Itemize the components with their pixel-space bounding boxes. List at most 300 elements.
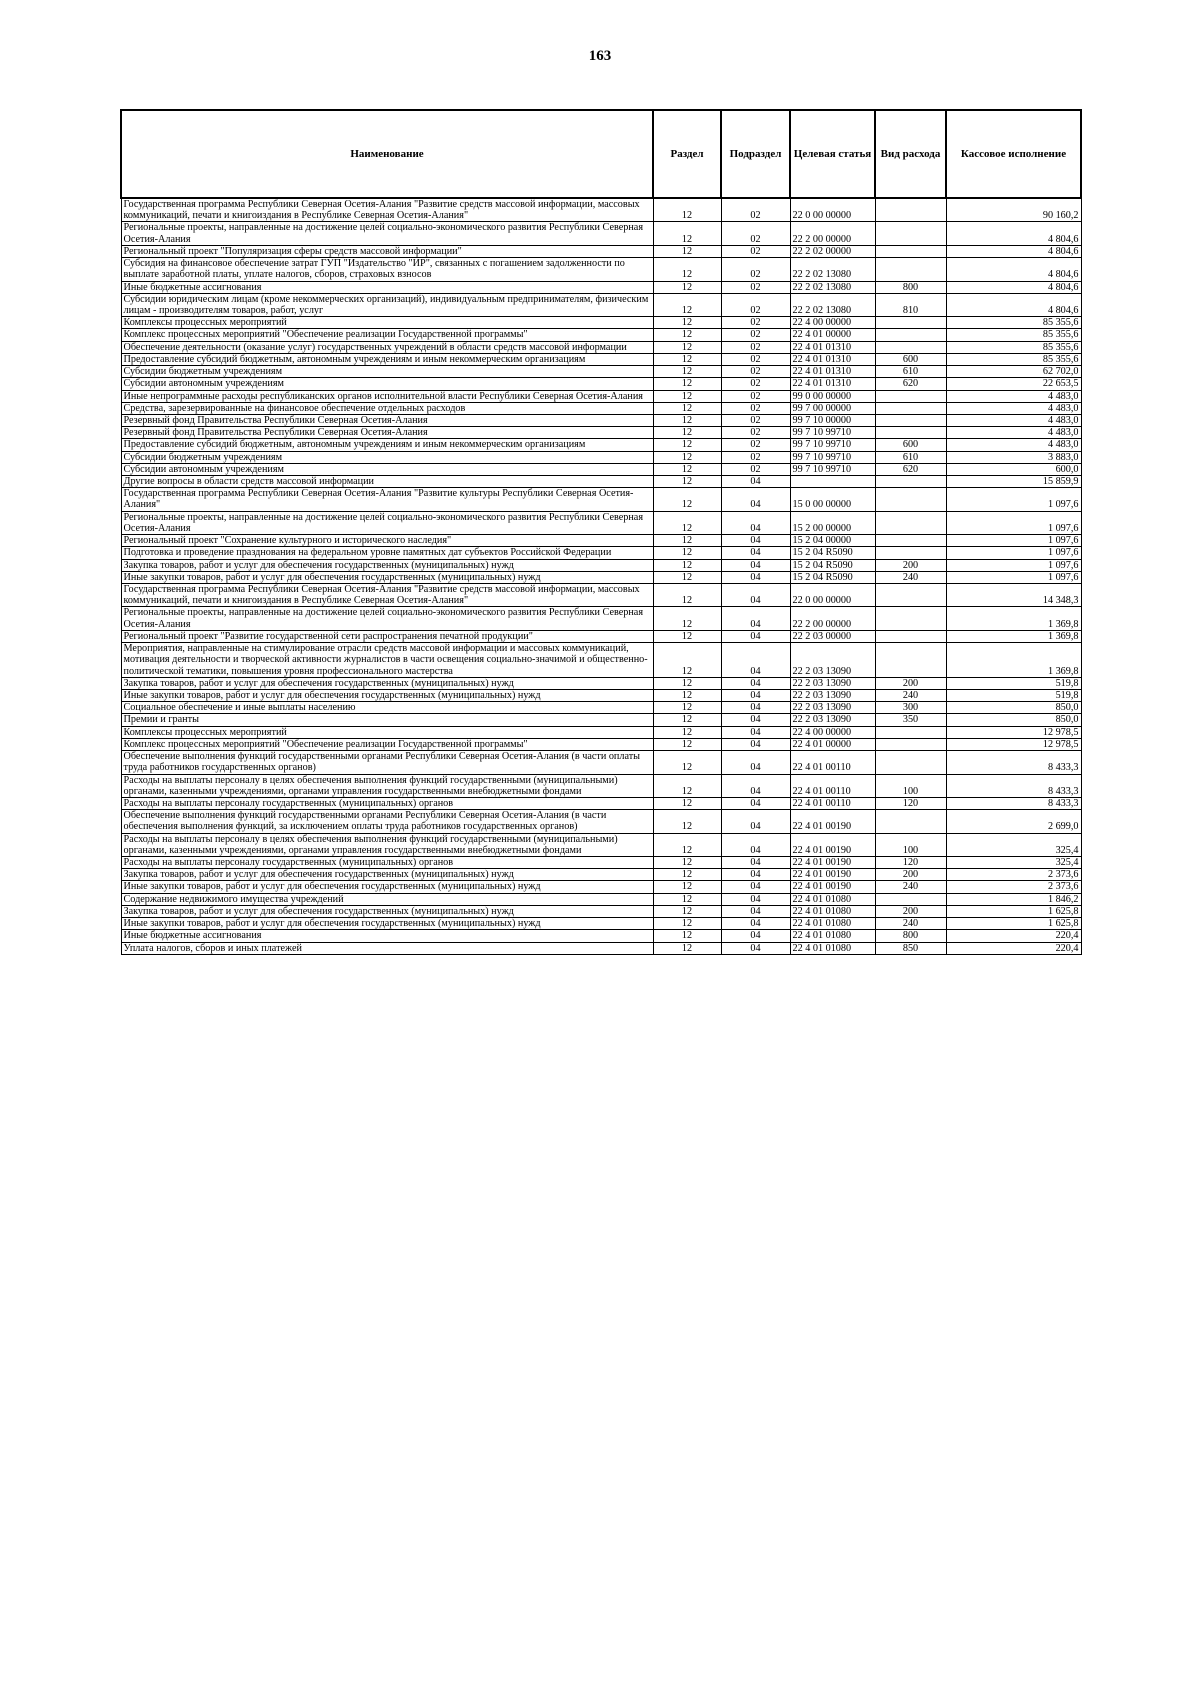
row-podrazdel: 04 xyxy=(721,488,790,511)
row-podrazdel: 04 xyxy=(721,893,790,905)
row-podrazdel: 04 xyxy=(721,584,790,607)
row-celevaya: 22 4 01 01080 xyxy=(790,918,875,930)
row-amount: 850,0 xyxy=(946,714,1081,726)
row-razdel: 12 xyxy=(653,378,721,390)
row-amount: 85 355,6 xyxy=(946,341,1081,353)
row-razdel: 12 xyxy=(653,738,721,750)
table-row xyxy=(121,535,1081,547)
row-podrazdel: 04 xyxy=(721,677,790,689)
row-celevaya: 22 4 01 00190 xyxy=(790,810,875,833)
table-row xyxy=(121,677,1081,689)
row-vid: 600 xyxy=(875,353,946,365)
row-vid xyxy=(875,390,946,402)
row-podrazdel: 04 xyxy=(721,930,790,942)
row-razdel: 12 xyxy=(653,414,721,426)
table-row xyxy=(121,774,1081,797)
row-name: Комплексы процессных мероприятий xyxy=(121,317,653,329)
row-podrazdel: 02 xyxy=(721,451,790,463)
row-celevaya: 22 2 02 13080 xyxy=(790,293,875,316)
row-podrazdel: 02 xyxy=(721,366,790,378)
header-kassovoe: Кассовое исполнение xyxy=(946,110,1081,198)
row-podrazdel: 02 xyxy=(721,258,790,281)
row-celevaya: 15 2 04 R5090 xyxy=(790,571,875,583)
row-name: Государственная программа Республики Северная Осетия-Алания "Развитие культуры Республики Северная Осетия-Алания" xyxy=(121,488,653,511)
row-amount: 220,4 xyxy=(946,930,1081,942)
row-amount: 15 859,9 xyxy=(946,476,1081,488)
table-row xyxy=(121,918,1081,930)
row-razdel: 12 xyxy=(653,222,721,245)
row-amount: 4 804,6 xyxy=(946,258,1081,281)
row-razdel: 12 xyxy=(653,630,721,642)
row-razdel: 12 xyxy=(653,905,721,917)
row-name: Субсидии автономным учреждениям xyxy=(121,463,653,475)
table-row xyxy=(121,402,1081,414)
row-podrazdel: 02 xyxy=(721,353,790,365)
row-vid xyxy=(875,535,946,547)
header-name: Наименование xyxy=(121,110,653,198)
row-vid xyxy=(875,476,946,488)
row-name: Иные закупки товаров, работ и услуг для обеспечения государственных (муниципальных) нужд xyxy=(121,689,653,701)
row-celevaya: 22 4 01 01080 xyxy=(790,930,875,942)
row-razdel: 12 xyxy=(653,198,721,222)
row-vid xyxy=(875,584,946,607)
row-celevaya: 22 2 03 13090 xyxy=(790,689,875,701)
table-row xyxy=(121,329,1081,341)
row-name: Расходы на выплаты персоналу государственных (муниципальных) органов xyxy=(121,797,653,809)
row-celevaya: 22 2 03 13090 xyxy=(790,702,875,714)
row-razdel: 12 xyxy=(653,427,721,439)
row-amount: 4 483,0 xyxy=(946,427,1081,439)
row-amount: 4 483,0 xyxy=(946,402,1081,414)
row-podrazdel: 04 xyxy=(721,905,790,917)
table-row xyxy=(121,930,1081,942)
row-vid: 200 xyxy=(875,559,946,571)
row-vid: 350 xyxy=(875,714,946,726)
row-name: Региональный проект "Развитие государственной сети распространения печатной продукции" xyxy=(121,630,653,642)
row-name: Мероприятия, направленные на стимулирование отрасли средств массовой информации и массовых коммуникаций, мотивация деятельности и творческой активности журналистов в части освещения социально-значимой и общественно-политической тематики, повышения уровня профессионального мастерства xyxy=(121,643,653,678)
row-razdel: 12 xyxy=(653,869,721,881)
row-razdel: 12 xyxy=(653,833,721,856)
row-celevaya: 99 7 10 99710 xyxy=(790,439,875,451)
row-vid: 610 xyxy=(875,366,946,378)
row-vid: 240 xyxy=(875,881,946,893)
row-podrazdel: 04 xyxy=(721,738,790,750)
row-vid: 200 xyxy=(875,677,946,689)
row-podrazdel: 02 xyxy=(721,427,790,439)
row-celevaya: 22 2 03 13090 xyxy=(790,677,875,689)
row-podrazdel: 04 xyxy=(721,881,790,893)
row-podrazdel: 02 xyxy=(721,293,790,316)
row-name: Субсидии юридическим лицам (кроме некоммерческих организаций), индивидуальным предпринимателям, физическим лицам - производителям товаров, работ, услуг xyxy=(121,293,653,316)
row-amount: 22 653,5 xyxy=(946,378,1081,390)
table-row xyxy=(121,198,1081,222)
row-amount: 2 699,0 xyxy=(946,810,1081,833)
row-razdel: 12 xyxy=(653,607,721,630)
row-razdel: 12 xyxy=(653,942,721,954)
row-celevaya: 22 4 01 00190 xyxy=(790,881,875,893)
row-podrazdel: 04 xyxy=(721,726,790,738)
table-row xyxy=(121,281,1081,293)
table-row xyxy=(121,726,1081,738)
row-vid: 200 xyxy=(875,905,946,917)
table-row xyxy=(121,511,1081,534)
row-vid: 800 xyxy=(875,281,946,293)
row-amount: 4 483,0 xyxy=(946,414,1081,426)
table-row xyxy=(121,451,1081,463)
row-vid: 850 xyxy=(875,942,946,954)
table-row xyxy=(121,414,1081,426)
row-name: Резервный фонд Правительства Республики Северная Осетия-Алания xyxy=(121,427,653,439)
row-name: Региональный проект "Популяризация сферы средств массовой информации" xyxy=(121,245,653,257)
row-podrazdel: 02 xyxy=(721,245,790,257)
row-podrazdel: 04 xyxy=(721,559,790,571)
row-razdel: 12 xyxy=(653,245,721,257)
page-number: 163 xyxy=(588,48,612,64)
row-celevaya: 22 2 02 13080 xyxy=(790,258,875,281)
row-podrazdel: 04 xyxy=(721,857,790,869)
row-celevaya: 15 2 04 00000 xyxy=(790,535,875,547)
row-name: Расходы на выплаты персоналу в целях обеспечения выполнения функций государственными (муниципальными) органами, казенными учреждениями, органами управления государственными внебюджетными фондами xyxy=(121,833,653,856)
table-row xyxy=(121,857,1081,869)
row-podrazdel: 04 xyxy=(721,571,790,583)
row-celevaya: 22 2 02 00000 xyxy=(790,245,875,257)
row-celevaya: 22 4 01 00190 xyxy=(790,869,875,881)
row-amount: 2 373,6 xyxy=(946,881,1081,893)
row-celevaya: 22 4 01 00000 xyxy=(790,738,875,750)
row-podrazdel: 04 xyxy=(721,918,790,930)
table-row xyxy=(121,293,1081,316)
table-row xyxy=(121,378,1081,390)
row-celevaya: 22 4 01 01310 xyxy=(790,366,875,378)
row-amount: 85 355,6 xyxy=(946,317,1081,329)
row-name: Субсидии бюджетным учреждениям xyxy=(121,366,653,378)
row-razdel: 12 xyxy=(653,677,721,689)
row-podrazdel: 02 xyxy=(721,390,790,402)
row-vid xyxy=(875,607,946,630)
row-razdel: 12 xyxy=(653,881,721,893)
row-razdel: 12 xyxy=(653,584,721,607)
row-amount: 4 483,0 xyxy=(946,390,1081,402)
row-celevaya: 22 4 01 01080 xyxy=(790,905,875,917)
row-celevaya: 22 2 00 00000 xyxy=(790,222,875,245)
row-name: Предоставление субсидий бюджетным, автономным учреждениям и иным некоммерческим организациям xyxy=(121,353,653,365)
row-celevaya: 22 2 03 13090 xyxy=(790,643,875,678)
row-celevaya: 99 7 10 99710 xyxy=(790,463,875,475)
row-vid xyxy=(875,341,946,353)
row-name: Обеспечение выполнения функций государственными органами Республики Северная Осетия-Алания (в части обеспечения выполнения функций, за исключением оплаты труда работников государственных органов) xyxy=(121,810,653,833)
row-razdel: 12 xyxy=(653,559,721,571)
row-vid: 240 xyxy=(875,918,946,930)
row-name: Закупка товаров, работ и услуг для обеспечения государственных (муниципальных) нужд xyxy=(121,677,653,689)
row-amount: 8 433,3 xyxy=(946,774,1081,797)
row-podrazdel: 04 xyxy=(721,942,790,954)
row-razdel: 12 xyxy=(653,329,721,341)
row-podrazdel: 04 xyxy=(721,511,790,534)
row-name: Государственная программа Республики Северная Осетия-Алания "Развитие средств массовой информации, массовых коммуникаций, печати и книгоиздания в Республике Северная Осетия-Алания" xyxy=(121,198,653,222)
row-amount: 1 097,6 xyxy=(946,559,1081,571)
row-name: Государственная программа Республики Северная Осетия-Алания "Развитие средств массовой информации, массовых коммуникаций, печати и книгоиздания в Республике Северная Осетия-Алания" xyxy=(121,584,653,607)
row-razdel: 12 xyxy=(653,402,721,414)
row-amount: 1 097,6 xyxy=(946,511,1081,534)
table-row xyxy=(121,390,1081,402)
row-amount: 62 702,0 xyxy=(946,366,1081,378)
table-row xyxy=(121,476,1081,488)
table-row xyxy=(121,643,1081,678)
row-amount: 4 483,0 xyxy=(946,439,1081,451)
row-name: Иные бюджетные ассигнования xyxy=(121,930,653,942)
row-podrazdel: 04 xyxy=(721,714,790,726)
row-amount: 14 348,3 xyxy=(946,584,1081,607)
row-celevaya: 22 4 01 00110 xyxy=(790,774,875,797)
row-celevaya: 99 7 10 00000 xyxy=(790,414,875,426)
row-name: Иные непрограммные расходы республиканских органов исполнительной власти Республики Северная Осетия-Алания xyxy=(121,390,653,402)
table-row xyxy=(121,439,1081,451)
row-celevaya: 22 0 00 00000 xyxy=(790,584,875,607)
row-name: Расходы на выплаты персоналу в целях обеспечения выполнения функций государственными (муниципальными) органами, казенными учреждениями, органами управления государственными внебюджетными фондами xyxy=(121,774,653,797)
table-row xyxy=(121,427,1081,439)
row-podrazdel: 04 xyxy=(721,476,790,488)
row-podrazdel: 04 xyxy=(721,797,790,809)
row-celevaya: 22 2 03 13090 xyxy=(790,714,875,726)
row-vid xyxy=(875,511,946,534)
row-amount: 2 373,6 xyxy=(946,869,1081,881)
row-razdel: 12 xyxy=(653,258,721,281)
table-row xyxy=(121,463,1081,475)
row-vid: 240 xyxy=(875,689,946,701)
row-name: Субсидии бюджетным учреждениям xyxy=(121,451,653,463)
table-row xyxy=(121,317,1081,329)
row-vid xyxy=(875,547,946,559)
row-razdel: 12 xyxy=(653,930,721,942)
row-amount: 12 978,5 xyxy=(946,738,1081,750)
row-razdel: 12 xyxy=(653,317,721,329)
row-celevaya xyxy=(790,476,875,488)
row-celevaya: 22 4 01 00110 xyxy=(790,751,875,774)
row-name: Субсидии автономным учреждениям xyxy=(121,378,653,390)
row-vid: 610 xyxy=(875,451,946,463)
row-podrazdel: 04 xyxy=(721,810,790,833)
row-amount: 1 097,6 xyxy=(946,571,1081,583)
row-celevaya: 22 4 01 01080 xyxy=(790,893,875,905)
row-razdel: 12 xyxy=(653,810,721,833)
row-vid xyxy=(875,402,946,414)
row-amount: 4 804,6 xyxy=(946,281,1081,293)
row-vid xyxy=(875,643,946,678)
row-vid: 800 xyxy=(875,930,946,942)
row-podrazdel: 04 xyxy=(721,607,790,630)
row-name: Уплата налогов, сборов и иных платежей xyxy=(121,942,653,954)
row-celevaya: 22 4 01 00000 xyxy=(790,329,875,341)
row-celevaya: 22 0 00 00000 xyxy=(790,198,875,222)
table-row xyxy=(121,571,1081,583)
row-amount: 1 625,8 xyxy=(946,905,1081,917)
row-podrazdel: 04 xyxy=(721,643,790,678)
table-row xyxy=(121,714,1081,726)
table-row xyxy=(121,689,1081,701)
row-name: Региональные проекты, направленные на достижение целей социально-экономического развития Республики Северная Осетия-Алания xyxy=(121,607,653,630)
row-amount: 4 804,6 xyxy=(946,245,1081,257)
row-amount: 1 097,6 xyxy=(946,488,1081,511)
table-row xyxy=(121,942,1081,954)
row-vid: 300 xyxy=(875,702,946,714)
table-row xyxy=(121,738,1081,750)
row-name: Иные бюджетные ассигнования xyxy=(121,281,653,293)
row-name: Содержание недвижимого имущества учреждений xyxy=(121,893,653,905)
table-row xyxy=(121,869,1081,881)
row-celevaya: 22 2 02 13080 xyxy=(790,281,875,293)
table-row xyxy=(121,702,1081,714)
row-podrazdel: 04 xyxy=(721,547,790,559)
row-amount: 325,4 xyxy=(946,857,1081,869)
row-amount: 1 625,8 xyxy=(946,918,1081,930)
row-razdel: 12 xyxy=(653,366,721,378)
row-vid: 100 xyxy=(875,774,946,797)
row-podrazdel: 02 xyxy=(721,329,790,341)
row-razdel: 12 xyxy=(653,535,721,547)
row-name: Резервный фонд Правительства Республики Северная Осетия-Алания xyxy=(121,414,653,426)
table-row xyxy=(121,797,1081,809)
row-vid: 120 xyxy=(875,857,946,869)
row-razdel: 12 xyxy=(653,353,721,365)
row-vid xyxy=(875,245,946,257)
row-razdel: 12 xyxy=(653,751,721,774)
row-celevaya: 15 2 04 R5090 xyxy=(790,559,875,571)
row-podrazdel: 04 xyxy=(721,702,790,714)
row-razdel: 12 xyxy=(653,547,721,559)
row-razdel: 12 xyxy=(653,689,721,701)
row-vid: 120 xyxy=(875,797,946,809)
row-celevaya: 99 7 10 99710 xyxy=(790,451,875,463)
row-podrazdel: 02 xyxy=(721,281,790,293)
row-vid xyxy=(875,738,946,750)
row-razdel: 12 xyxy=(653,918,721,930)
row-celevaya: 22 4 01 01310 xyxy=(790,353,875,365)
row-razdel: 12 xyxy=(653,571,721,583)
row-podrazdel: 02 xyxy=(721,378,790,390)
header-razdel: Раздел xyxy=(653,110,721,198)
row-razdel: 12 xyxy=(653,439,721,451)
row-name: Премии и гранты xyxy=(121,714,653,726)
row-name: Закупка товаров, работ и услуг для обеспечения государственных (муниципальных) нужд xyxy=(121,869,653,881)
table-row xyxy=(121,547,1081,559)
row-razdel: 12 xyxy=(653,488,721,511)
row-vid xyxy=(875,258,946,281)
row-vid xyxy=(875,751,946,774)
row-vid: 600 xyxy=(875,439,946,451)
row-name: Закупка товаров, работ и услуг для обеспечения государственных (муниципальных) нужд xyxy=(121,559,653,571)
row-vid xyxy=(875,329,946,341)
row-amount: 3 883,0 xyxy=(946,451,1081,463)
row-amount: 519,8 xyxy=(946,689,1081,701)
row-amount: 1 369,8 xyxy=(946,630,1081,642)
row-amount: 1 846,2 xyxy=(946,893,1081,905)
table-row xyxy=(121,258,1081,281)
row-vid xyxy=(875,893,946,905)
row-vid xyxy=(875,317,946,329)
row-amount: 1 097,6 xyxy=(946,547,1081,559)
row-razdel: 12 xyxy=(653,451,721,463)
row-podrazdel: 04 xyxy=(721,774,790,797)
row-name: Другие вопросы в области средств массовой информации xyxy=(121,476,653,488)
row-name: Средства, зарезервированные на финансовое обеспечение отдельных расходов xyxy=(121,402,653,414)
row-podrazdel: 02 xyxy=(721,402,790,414)
row-amount: 12 978,5 xyxy=(946,726,1081,738)
row-name: Закупка товаров, работ и услуг для обеспечения государственных (муниципальных) нужд xyxy=(121,905,653,917)
header-celevaya: Целевая статья xyxy=(790,110,875,198)
row-amount: 600,0 xyxy=(946,463,1081,475)
row-name: Социальное обеспечение и иные выплаты населению xyxy=(121,702,653,714)
budget-table xyxy=(120,109,1082,955)
row-celevaya: 22 4 01 01310 xyxy=(790,378,875,390)
row-vid: 810 xyxy=(875,293,946,316)
row-amount: 325,4 xyxy=(946,833,1081,856)
table-row xyxy=(121,905,1081,917)
row-amount: 85 355,6 xyxy=(946,329,1081,341)
row-razdel: 12 xyxy=(653,293,721,316)
table-row xyxy=(121,222,1081,245)
row-razdel: 12 xyxy=(653,857,721,869)
row-name: Иные закупки товаров, работ и услуг для обеспечения государственных (муниципальных) нужд xyxy=(121,571,653,583)
row-amount: 519,8 xyxy=(946,677,1081,689)
row-razdel: 12 xyxy=(653,726,721,738)
row-celevaya: 22 4 00 00000 xyxy=(790,726,875,738)
row-amount: 850,0 xyxy=(946,702,1081,714)
table-row xyxy=(121,833,1081,856)
table-row xyxy=(121,559,1081,571)
row-razdel: 12 xyxy=(653,893,721,905)
row-name: Региональный проект "Сохранение культурного и исторического наследия" xyxy=(121,535,653,547)
row-podrazdel: 02 xyxy=(721,198,790,222)
row-vid: 240 xyxy=(875,571,946,583)
row-name: Комплекс процессных мероприятий "Обеспечение реализации Государственной программы" xyxy=(121,329,653,341)
row-vid xyxy=(875,630,946,642)
row-celevaya: 99 0 00 00000 xyxy=(790,390,875,402)
table-row xyxy=(121,353,1081,365)
row-name: Предоставление субсидий бюджетным, автономным учреждениям и иным некоммерческим организациям xyxy=(121,439,653,451)
row-podrazdel: 02 xyxy=(721,317,790,329)
row-razdel: 12 xyxy=(653,511,721,534)
row-celevaya: 15 2 04 R5090 xyxy=(790,547,875,559)
row-name: Иные закупки товаров, работ и услуг для обеспечения государственных (муниципальных) нужд xyxy=(121,881,653,893)
row-celevaya: 15 0 00 00000 xyxy=(790,488,875,511)
row-razdel: 12 xyxy=(653,281,721,293)
row-celevaya: 99 7 00 00000 xyxy=(790,402,875,414)
table-row xyxy=(121,810,1081,833)
row-celevaya: 15 2 00 00000 xyxy=(790,511,875,534)
row-razdel: 12 xyxy=(653,643,721,678)
row-razdel: 12 xyxy=(653,797,721,809)
row-amount: 8 433,3 xyxy=(946,797,1081,809)
row-vid xyxy=(875,198,946,222)
header-podrazdel: Подраздел xyxy=(721,110,790,198)
row-vid xyxy=(875,222,946,245)
row-amount: 90 160,2 xyxy=(946,198,1081,222)
row-vid: 100 xyxy=(875,833,946,856)
table-body xyxy=(121,198,1081,954)
table-row xyxy=(121,751,1081,774)
row-amount: 220,4 xyxy=(946,942,1081,954)
row-celevaya: 22 2 03 00000 xyxy=(790,630,875,642)
row-vid xyxy=(875,726,946,738)
table-row xyxy=(121,893,1081,905)
table-row xyxy=(121,245,1081,257)
row-celevaya: 22 4 01 01310 xyxy=(790,341,875,353)
table-row xyxy=(121,366,1081,378)
row-vid: 200 xyxy=(875,869,946,881)
row-razdel: 12 xyxy=(653,390,721,402)
row-name: Комплексы процессных мероприятий xyxy=(121,726,653,738)
row-vid: 620 xyxy=(875,378,946,390)
